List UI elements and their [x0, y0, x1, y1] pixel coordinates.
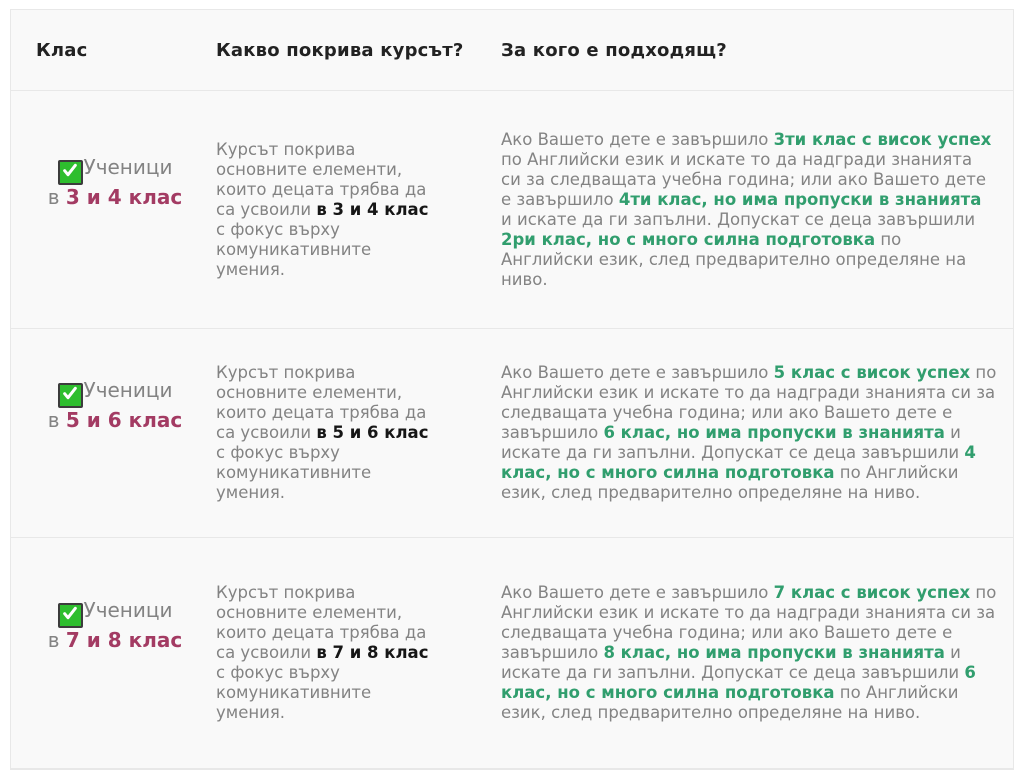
suitable-segment: по Английски език, след предварително определяне на ниво. [501, 229, 967, 289]
covers-before: Курсът покрива основните елементи, които децата трябва да са усвоили [216, 139, 427, 219]
checkbox-checked-icon [58, 603, 83, 628]
grade-range: 3 и 4 клас [65, 184, 183, 209]
suitable-highlight: 4ти клас, но има пропуски в знанията [618, 189, 982, 209]
suitable-segment: по Английски език, след предварително определяне на ниво. [501, 683, 959, 722]
suitable-highlight: 7 клас с висок успех [773, 583, 971, 602]
suitable-segment: по Английски език и искате то да надгради знанията си за следващата учебна година; или ако Вашето дете е завършило [501, 149, 986, 209]
suitable-highlight: 4 клас, но с много силна подготовка [501, 443, 976, 482]
suitable-cell [476, 130, 1013, 290]
suitable-highlight: 6 клас, но с много силна подготовка [501, 663, 976, 702]
grade-line-1 [36, 378, 194, 408]
grade-line-1 [36, 598, 194, 628]
table-row [11, 538, 1013, 769]
covers-cell [191, 363, 476, 503]
covers-after: с фокус върху комуникативните умения. [216, 443, 372, 502]
header-covers: Какво покрива курсът? [216, 39, 464, 61]
suitable-highlight: 2ри клас, но с много силна подготовка [501, 229, 876, 249]
covers-text [216, 140, 476, 280]
grade-label [36, 378, 194, 432]
covers-after: с фокус върху комуникативните умения. [216, 663, 372, 722]
suitable-text [501, 363, 1013, 503]
students-label: Ученици [83, 154, 173, 179]
covers-before: Курсът покрива основните елементи, които децата трябва да са усвоили [216, 583, 427, 662]
suitable-segment: Ако Вашето дете е завършило [501, 363, 774, 382]
suitable-segment: Ако Вашето дете е завършило [501, 583, 774, 602]
header-suitable: За кого е подходящ? [501, 39, 727, 61]
suitable-text [501, 583, 1013, 723]
checkbox-checked-icon [58, 383, 83, 408]
covers-text [216, 583, 476, 723]
covers-after: с фокус върху комуникативните умения. [216, 219, 372, 279]
grade-label [36, 155, 194, 209]
grade-line-2 [36, 628, 194, 652]
checkbox-checked-icon [58, 160, 83, 185]
suitable-segment: по Английски език и искате то да надгради знанията си за следващата учебна година; или ако Вашето дете е завършило [501, 363, 997, 442]
grade-cell [11, 154, 191, 237]
covers-before: Курсът покрива основните елементи, които децата трябва да са усвоили [216, 363, 427, 442]
grade-line-2 [36, 408, 194, 432]
covers-bold: в 7 и 8 клас [316, 643, 429, 662]
suitable-highlight: 5 клас с висок успех [773, 363, 971, 382]
grade-prefix: в [47, 628, 66, 652]
students-label: Ученици [83, 598, 173, 622]
grade-cell [11, 378, 191, 460]
header-grade: Клас [36, 39, 88, 61]
course-comparison-table [10, 9, 1014, 770]
suitable-segment: и искате да ги запълни. Допускат се деца завършили [501, 423, 965, 462]
grade-range: 5 и 6 клас [65, 408, 183, 432]
suitable-cell [476, 583, 1013, 723]
grade-line-1 [36, 155, 194, 185]
suitable-cell [476, 363, 1013, 503]
suitable-highlight: 8 клас, но има пропуски в знанията [603, 643, 945, 662]
students-label: Ученици [83, 378, 173, 402]
covers-cell [191, 140, 476, 280]
table-header-row [11, 10, 1013, 91]
grade-cell [11, 598, 191, 680]
covers-text [216, 363, 476, 503]
suitable-highlight: 3ти клас с висок успех [773, 129, 992, 149]
grade-range: 7 и 8 клас [65, 628, 183, 652]
suitable-segment: по Английски език, след предварително определяне на ниво. [501, 463, 959, 502]
grade-line-2 [36, 185, 194, 209]
suitable-segment: и искате да ги запълни. Допускат се деца завършили [501, 643, 965, 682]
covers-bold: в 3 и 4 клас [316, 199, 429, 219]
grade-prefix: в [47, 408, 66, 432]
table-row [11, 329, 1013, 538]
covers-bold: в 5 и 6 клас [316, 423, 429, 442]
grade-prefix: в [47, 184, 66, 209]
suitable-highlight: 6 клас, но има пропуски в знанията [603, 423, 945, 442]
suitable-segment: Ако Вашето дете е завършило [501, 129, 774, 149]
covers-cell [191, 583, 476, 723]
suitable-segment: и искате да ги запълни. Допускат се деца завършили [501, 209, 976, 229]
grade-label [36, 598, 194, 652]
suitable-segment: по Английски език и искате то да надгради знанията си за следващата учебна година; или ако Вашето дете е завършило [501, 583, 997, 662]
suitable-text [501, 130, 1013, 290]
table-row [11, 91, 1013, 329]
